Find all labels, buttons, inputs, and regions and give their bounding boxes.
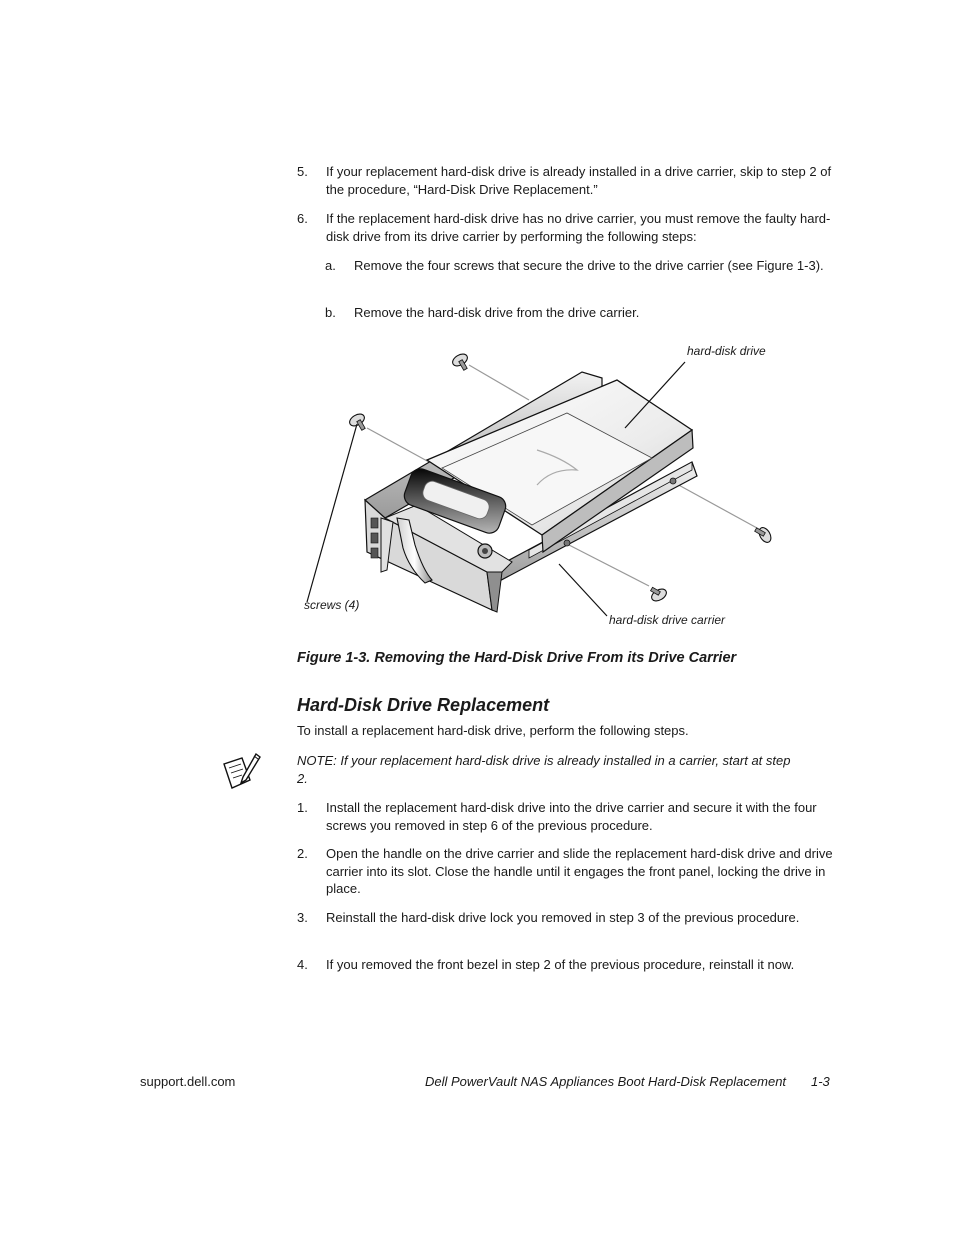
note-pencil-icon <box>220 752 264 792</box>
note-text: NOTE: If your replacement hard-disk drive is already installed in a carrier, start at step 2. <box>297 753 791 786</box>
figure-label-drive: hard-disk drive <box>687 344 766 358</box>
step-number: 1. <box>297 800 308 815</box>
step-text: Install the replacement hard-disk drive into the drive carrier and secure it with the four screws you removed in step 6 of the previous procedure. <box>326 800 817 833</box>
section-intro: To install a replacement hard-disk drive, perform the following steps. <box>297 723 689 738</box>
figure-label-carrier: hard-disk drive carrier <box>609 613 726 627</box>
page-number: 1-3 <box>811 1074 830 1089</box>
figure-caption: Figure 1-3. Removing the Hard-Disk Drive From its Drive Carrier <box>297 650 737 666</box>
hard-disk-illustration <box>297 340 837 635</box>
screw-icon <box>451 352 470 371</box>
step-text: Open the handle on the drive carrier and slide the replacement hard-disk drive and drive carrier into its slot. Close the handle until it engages the front panel, locking the drive in place. <box>326 846 833 896</box>
step-text: If the replacement hard-disk drive has no drive carrier, you must remove the faulty hard-disk drive from its drive carrier by performing the following steps: <box>326 211 831 244</box>
step-text: If you removed the front bezel in step 2 of the previous procedure, reinstall it now. <box>326 957 795 972</box>
step-number: 6. <box>297 211 308 226</box>
screw-icon <box>348 412 367 431</box>
screw-icon <box>650 587 669 604</box>
substep-letter: a. <box>325 258 336 273</box>
step-text: Reinstall the hard-disk drive lock you removed in step 3 of the previous procedure. <box>326 910 800 925</box>
step-number: 5. <box>297 164 308 179</box>
step-number: 4. <box>297 957 308 972</box>
substep-text: Remove the hard-disk drive from the drive carrier. <box>354 305 640 320</box>
step-number: 2. <box>297 846 308 861</box>
figure-hard-disk-carrier <box>297 340 837 635</box>
step-text: If your replacement hard-disk drive is already installed in a drive carrier, skip to step 2 of the procedure, “Hard-Disk Drive Replacement.” <box>326 164 832 197</box>
footer-title: Dell PowerVault NAS Appliances Boot Hard-Disk Replacement <box>425 1074 787 1089</box>
substep-letter: b. <box>325 305 336 320</box>
footer-url: support.dell.com <box>140 1074 236 1089</box>
section-heading: Hard-Disk Drive Replacement <box>297 695 550 715</box>
substep-text: Remove the four screws that secure the drive to the drive carrier (see Figure 1-3). <box>354 258 824 273</box>
step-number: 3. <box>297 910 308 925</box>
figure-label-screws: screws (4) <box>304 598 360 612</box>
screw-icon <box>755 526 774 545</box>
